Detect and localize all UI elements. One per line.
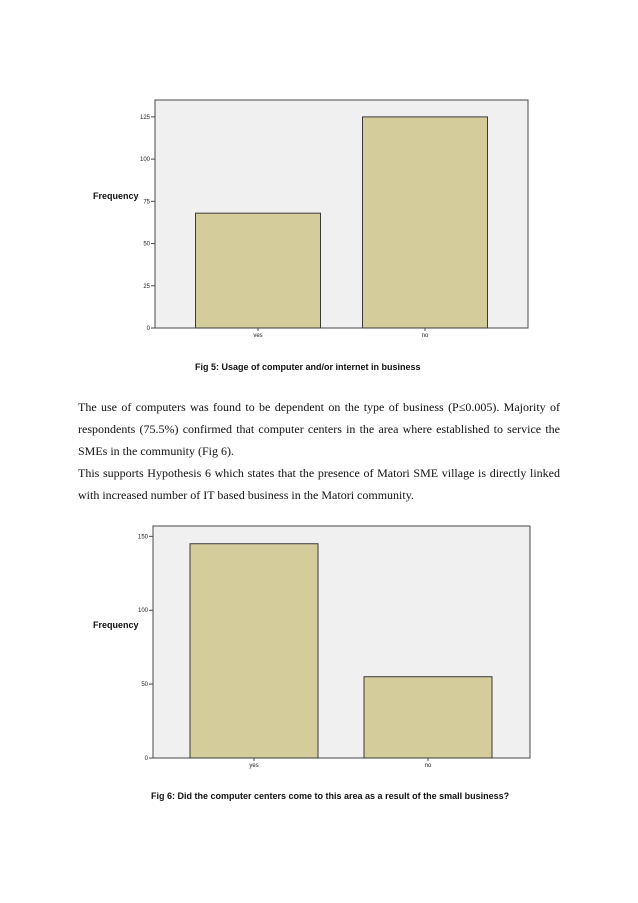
body-paragraph-1: The use of computers was found to be dependent on the type of business (P≤0.005). Majority of respondents (75.5%) confirmed that computer centers in the area where established to service the SMEs in the community (Fig 6). <box>78 400 560 458</box>
fig6-bar-yes <box>190 544 318 758</box>
fig6-caption: Fig 6: Did the computer centers come to this area as a result of the small business? <box>151 791 510 801</box>
body-paragraph-2: This supports Hypothesis 6 which states that the presence of Matori SME village is directly linked with increased number of IT based business in the Matori community. <box>78 466 560 502</box>
fig6-y-tick-label: 50 <box>141 682 148 689</box>
fig6-y-tick-label: 0 <box>144 756 148 762</box>
fig5-y-axis-label: Frequency <box>93 191 139 201</box>
fig6-y-tick-label: 100 <box>137 608 148 615</box>
fig6-chart <box>78 520 538 770</box>
fig5-y-tick-label: 50 <box>143 241 150 248</box>
fig5-y-tick-label: 125 <box>139 114 150 121</box>
fig6-y-axis-label: Frequency <box>93 620 139 630</box>
fig5-x-tick-label-yes: yes <box>253 333 263 337</box>
fig5-y-tick-label: 100 <box>139 157 150 164</box>
fig6-x-tick-label-no: no <box>424 763 432 769</box>
fig5-caption: Fig 5: Usage of computer and/or internet in business <box>195 362 421 372</box>
fig5-x-tick-label-no: no <box>421 333 429 337</box>
fig6-bar-no <box>364 677 492 758</box>
fig5-bar-yes <box>196 213 321 328</box>
fig5-y-tick-label: 75 <box>143 199 150 206</box>
fig6-y-tick-label: 150 <box>137 534 148 541</box>
fig5-y-tick-label: 25 <box>143 283 150 290</box>
fig5-y-tick-label: 0 <box>146 326 150 332</box>
fig5-bar-no <box>363 117 488 328</box>
fig5-chart <box>78 92 538 337</box>
fig6-x-tick-label-yes: yes <box>249 763 259 769</box>
